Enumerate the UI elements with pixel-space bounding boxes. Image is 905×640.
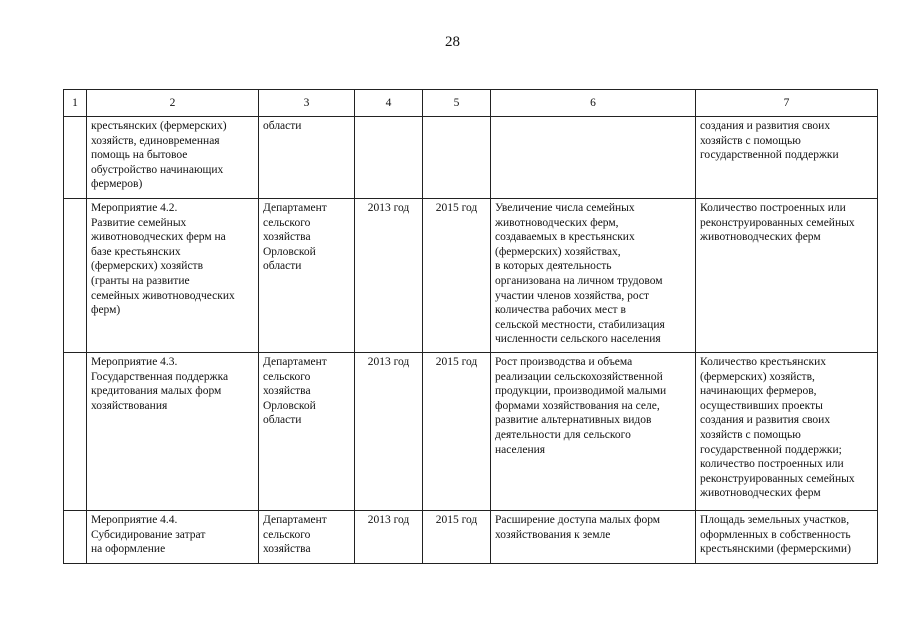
start-year-cell [355, 353, 423, 511]
executor-cell [259, 199, 355, 353]
activity-cell [87, 117, 259, 199]
executor-cell [259, 117, 355, 199]
table-row [64, 199, 878, 353]
indicator-cell [696, 511, 878, 564]
expected-result-cell [491, 353, 696, 511]
expected-result-cell [491, 199, 696, 353]
cell-text: Мероприятие 4.4. Субсидирование затрат на оформление [91, 514, 206, 556]
table-row [64, 353, 878, 511]
table-row [64, 511, 878, 564]
indicator-cell [696, 117, 878, 199]
cell-text: Расширение доступа малых форм хозяйствования к земле [495, 514, 661, 541]
end-year-cell [423, 117, 491, 199]
table-row [64, 117, 878, 199]
column-header-2: 2 [87, 90, 259, 117]
start-year-cell [355, 511, 423, 564]
column-header-5: 5 [423, 90, 491, 117]
row-number-cell [64, 353, 87, 511]
row-number-cell [64, 199, 87, 353]
column-header-7: 7 [696, 90, 878, 117]
column-header-3: 3 [259, 90, 355, 117]
page-number: 28 [445, 34, 460, 50]
cell-text: Увеличение числа семейных животноводческих ферм, создаваемых в крестьянских (фермерских) хозяйствах, в которых деятельность организована на личном трудовом участии членов хозяйства, рост количества рабочих мест в сельской местности, стабилизация численности сельского населения [495, 202, 665, 346]
cell-text: Количество построенных или реконструированных семейных животноводческих ферм [700, 202, 855, 244]
cell-text: Площадь земельных участков, оформленных в собственность крестьянскими (фермерскими) [700, 514, 851, 556]
cell-text: 2015 год [435, 514, 478, 526]
cell-text: Департамент сельского хозяйства Орловской области [263, 356, 327, 427]
cell-text: Департамент сельского хозяйства [263, 514, 327, 556]
cell-text: области [263, 120, 302, 132]
cell-text: Департамент сельского хозяйства Орловской области [263, 202, 327, 273]
program-activities-table [63, 89, 878, 564]
cell-text: Мероприятие 4.2. Развитие семейных животноводческих ферм на базе крестьянских (фермерских) хозяйств (гранты на развитие семейных животноводческих ферм) [91, 202, 235, 317]
start-year-cell [355, 199, 423, 353]
cell-text: Рост производства и объема реализации сельскохозяйственной продукции, производимой малыми формами хозяйствования на селе, развитие альтернативных видов деятельности для сельского населения [495, 356, 667, 456]
end-year-cell [423, 353, 491, 511]
executor-cell [259, 511, 355, 564]
activity-cell [87, 199, 259, 353]
cell-text: 2013 год [367, 356, 410, 368]
cell-text: 2013 год [367, 514, 410, 526]
row-number-cell [64, 511, 87, 564]
column-header-6: 6 [491, 90, 696, 117]
cell-text: крестьянских (фермерских) хозяйств, единовременная помощь на бытовое обустройство начинающих фермеров) [91, 120, 227, 191]
column-header-1: 1 [64, 90, 87, 117]
expected-result-cell [491, 117, 696, 199]
column-header-4: 4 [355, 90, 423, 117]
end-year-cell [423, 511, 491, 564]
row-number-cell [64, 117, 87, 199]
end-year-cell [423, 199, 491, 353]
cell-text: 2015 год [435, 356, 478, 368]
cell-text: Мероприятие 4.3. Государственная поддержка кредитования малых форм хозяйствования [91, 356, 229, 412]
cell-text: 2013 год [367, 202, 410, 214]
executor-cell [259, 353, 355, 511]
cell-text: Количество крестьянских (фермерских) хозяйств, начинающих фермеров, осуществивших проекты создания и развития своих хозяйств с помощью государственной поддержки; количество построенных или реконструированных семейных животноводческих ферм [700, 356, 855, 500]
cell-text: 2015 год [435, 202, 478, 214]
activity-cell [87, 353, 259, 511]
start-year-cell [355, 117, 423, 199]
table-header-row [64, 90, 878, 117]
activity-cell [87, 511, 259, 564]
indicator-cell [696, 353, 878, 511]
indicator-cell [696, 199, 878, 353]
cell-text: создания и развития своих хозяйств с помощью государственной поддержки [700, 120, 839, 162]
expected-result-cell [491, 511, 696, 564]
